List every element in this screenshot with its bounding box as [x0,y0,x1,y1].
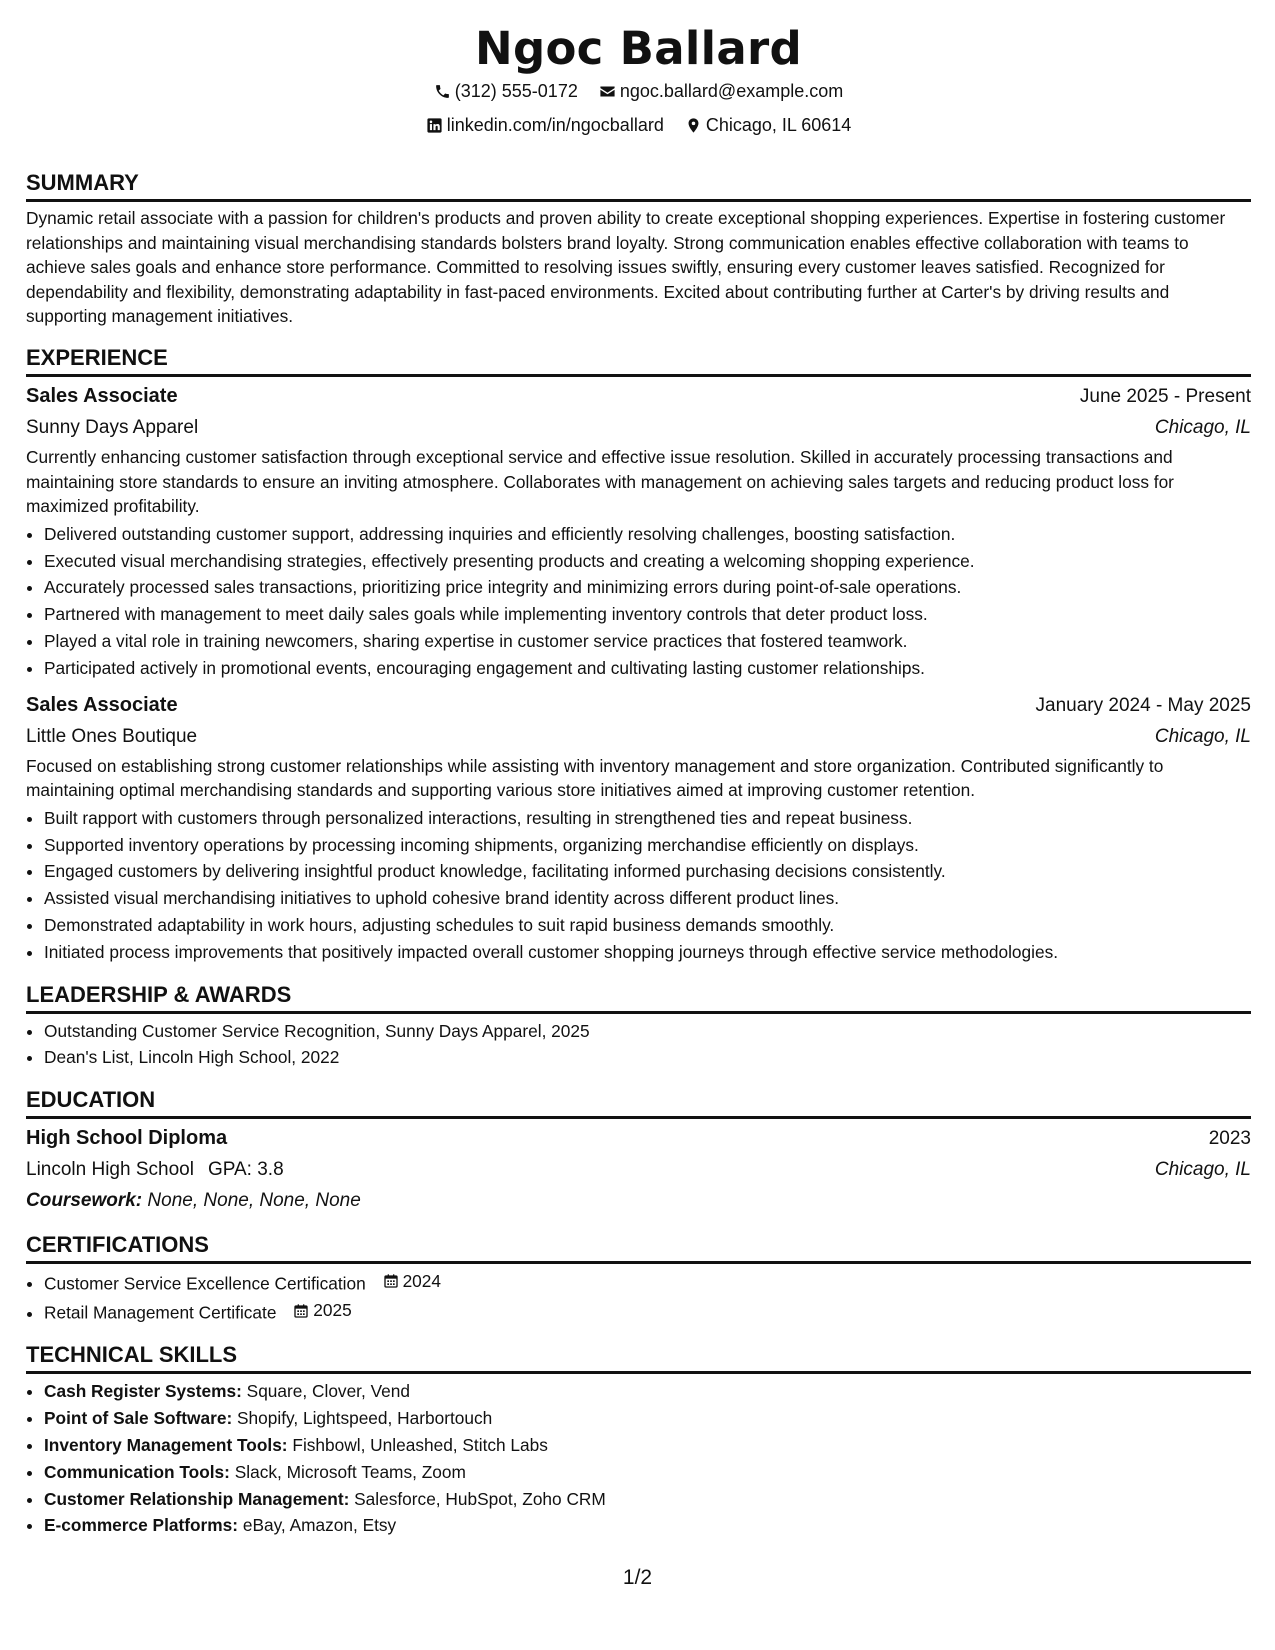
skill-category: Inventory Management Tools: [44,1435,288,1456]
resume-page [26,22,1251,1539]
bullet-item: • Accurately processed sales transactions, prioritizing price integrity and minimizing errors during point-of-sale operations. [44,574,1251,601]
degree-name: High School Diploma [26,1127,228,1150]
skill-item [44,1459,1251,1486]
email-contact[interactable] [599,76,843,107]
job-location: Chicago, IL [1154,416,1251,438]
summary-section [26,168,1251,329]
skill-item [44,1405,1251,1432]
page-number: 1/2 [622,1566,653,1589]
certification-item [44,1297,1251,1326]
job-title: Sales Associate [26,384,178,407]
coursework-text: None, None, None, None [147,1190,361,1212]
certification-item [44,1268,1251,1297]
skill-category: Customer Relationship Management: [44,1488,350,1509]
summary-text: Dynamic retail associate with a passion for children's products and proven ability to create exceptional shopping experiences. Expertise in fostering customer relationships and maintaining visual merchandising standards bolsters brand loyalty. Strong communication enables effective collaboration with teams to achieve sales goals and enhance store performance. Committed to resolving issues swiftly, ensuring every customer leaves satisfied. Recognized for dependability and flexibility, demonstrating adaptability in fast-paced environments. Excited about contributing further at Carter's by driving results and supporting management initiatives. [26,208,1226,327]
skill-item [44,1432,1251,1459]
certification-name: Customer Service Excellence Certification [44,1273,366,1294]
skill-category: Cash Register Systems: [44,1381,242,1402]
email-text[interactable]: ngoc.ballard@example.com [619,81,844,101]
job-entry [26,381,1251,682]
education-section [26,1085,1251,1216]
phone-contact [434,76,578,107]
gpa-text: GPA: 3.8 [207,1159,284,1181]
bullet-item: • Built rapport with customers through personalized interactions, resulting in strengthened ties and repeat business. [44,805,1251,832]
linkedin-contact[interactable] [426,110,664,141]
job-title: Sales Associate [26,693,178,716]
coursework-label: Coursework: [26,1190,143,1212]
bullet-item: • Initiated process improvements that positively impacted overall customer shopping journeys through effective service methodologies. [44,939,1251,966]
school-name: Lincoln High School [26,1159,194,1181]
phone-text: (312) 555-0172 [454,81,578,101]
skill-category: Point of Sale Software: [44,1408,233,1429]
linkedin-text[interactable]: linkedin.com/in/ngocballard [446,115,664,135]
bullet-item: • Assisted visual merchandising initiatives to uphold cohesive brand identity across different product lines. [44,885,1251,912]
skill-values: eBay, Amazon, Etsy [242,1515,397,1536]
experience-heading: EXPERIENCE [26,343,1251,377]
job-dates: June 2025 - Present [1079,385,1251,407]
bullet-item: • Demonstrated adaptability in work hours, adjusting schedules to suit rapid business demands smoothly. [44,912,1251,939]
bullet-item: • Partnered with management to meet daily sales goals while implementing inventory controls that deter product loss. [44,601,1251,628]
job-description: Focused on establishing strong customer relationships while assisting with inventory management and store organization. Contributed significantly to maintaining optimal merchandising standards and supporting various store initiatives aimed at improving customer retention. [26,755,1164,801]
award-item: • Dean's List, Lincoln High School, 2022 [44,1044,1251,1071]
bullet-item: • Delivered outstanding customer support, addressing inquiries and efficiently resolving challenges, boosting satisfaction. [44,521,1251,548]
bullet-item: • Executed visual merchandising strategies, effectively presenting products and creating a welcoming shopping experience. [44,548,1251,575]
coursework-line [26,1185,1251,1216]
certifications-section [26,1230,1251,1326]
bullet-item: • Supported inventory operations by processing incoming shipments, organizing merchandise efficiently on displays. [44,832,1251,859]
skills-list [26,1378,1251,1539]
skill-values: Shopify, Lightspeed, Harbortouch [237,1408,493,1429]
skills-section [26,1340,1251,1539]
contact-line-1 [26,76,1251,110]
certification-year: 2025 [313,1300,352,1321]
bullet-item: • Engaged customers by delivering insightful product knowledge, facilitating informed purchasing decisions consistently. [44,858,1251,885]
awards-list [26,1018,1251,1072]
job-bullets [26,805,1251,966]
awards-heading: LEADERSHIP & AWARDS [26,980,1251,1014]
school-location: Chicago, IL [1154,1159,1251,1181]
skill-values: Slack, Microsoft Teams, Zoom [234,1461,466,1482]
award-item: • Outstanding Customer Service Recognition, Sunny Days Apparel, 2025 [44,1018,1251,1045]
skill-values: Fishbowl, Unleashed, Stitch Labs [292,1435,548,1456]
certifications-heading: CERTIFICATIONS [26,1230,1251,1264]
job-entry [26,690,1251,966]
education-heading: EDUCATION [26,1085,1251,1119]
skill-item [44,1378,1251,1405]
phone-icon [434,83,451,100]
skills-heading: TECHNICAL SKILLS [26,1340,1251,1374]
location-contact [685,110,851,141]
company-name: Little Ones Boutique [26,725,198,747]
skill-item [44,1486,1251,1513]
envelope-icon [599,83,616,100]
certifications-list [26,1268,1251,1326]
job-description: Currently enhancing customer satisfaction through exceptional service and effective issue resolution. Skilled in accurately processing transactions and maintaining store standards to ensure an inviting atmosphere. Collaborates with management on achieving sales targets and reducing product loss for maximized profitability. [26,446,1174,517]
map-pin-icon [685,117,702,134]
calendar-icon [293,1303,309,1319]
job-location: Chicago, IL [1154,725,1251,747]
bullet-item: • Played a vital role in training newcomers, sharing expertise in customer service practices that fostered teamwork. [44,628,1251,655]
location-text: Chicago, IL 60614 [705,115,852,135]
skill-category: Communication Tools: [44,1461,230,1482]
certification-name: Retail Management Certificate [44,1302,277,1323]
graduation-year: 2023 [1208,1128,1251,1150]
linkedin-icon [426,117,443,134]
skill-values: Square, Clover, Vend [246,1381,410,1402]
school-line [26,1154,284,1185]
skill-values: Salesforce, HubSpot, Zoho CRM [354,1488,606,1509]
company-name: Sunny Days Apparel [26,416,199,438]
job-bullets [26,521,1251,682]
bullet-item: • Participated actively in promotional events, encouraging engagement and cultivating lasting customer relationships. [44,655,1251,682]
contact-line-2 [26,110,1251,144]
certification-year: 2024 [402,1271,442,1292]
experience-section [26,343,1251,966]
summary-heading: SUMMARY [26,168,1251,202]
candidate-name: Ngoc Ballard [474,22,802,75]
awards-section [26,980,1251,1072]
skill-item [44,1512,1251,1539]
job-dates: January 2024 - May 2025 [1035,694,1251,716]
skill-category: E-commerce Platforms: [44,1515,239,1536]
calendar-icon [383,1273,399,1289]
